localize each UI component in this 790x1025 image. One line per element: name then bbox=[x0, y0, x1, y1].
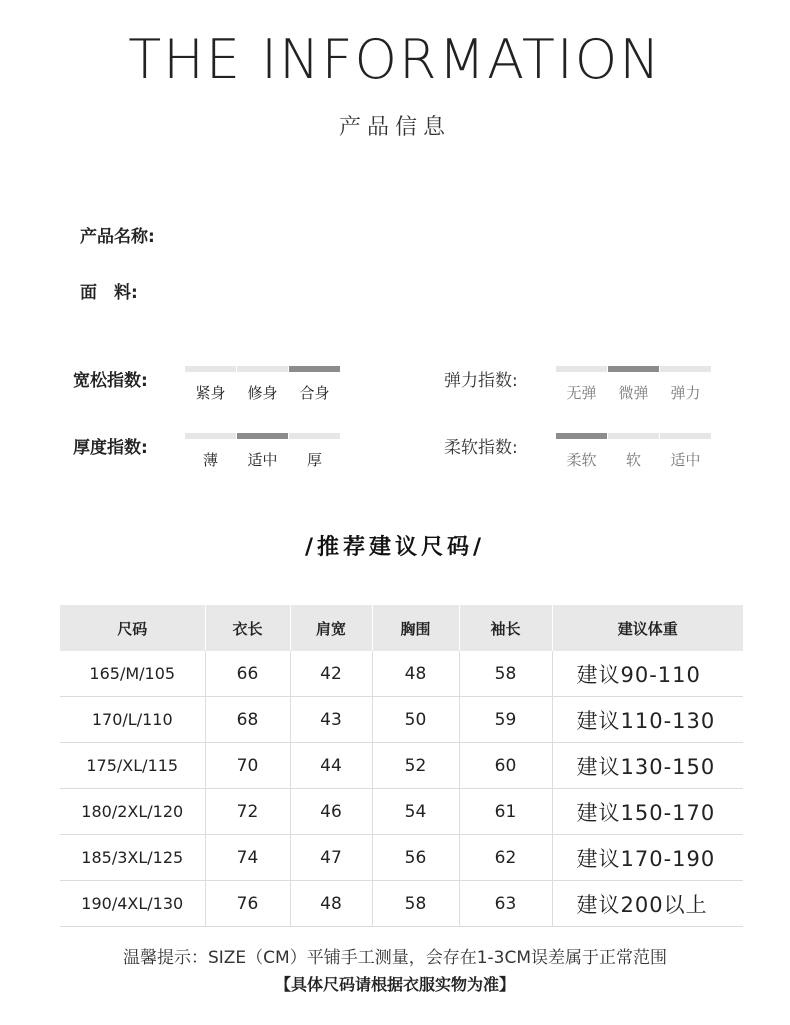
column-header: 肩宽 bbox=[290, 605, 372, 651]
elasticity-index-label: 弹力指数: bbox=[444, 371, 518, 391]
sleeve-cell: 62 bbox=[459, 835, 552, 881]
shoulder-cell: 46 bbox=[290, 789, 372, 835]
thickness-index-option: 厚 bbox=[306, 451, 322, 469]
table-row bbox=[60, 743, 743, 789]
sleeve-cell: 60 bbox=[459, 743, 552, 789]
measurement-note: 温馨提示：SIZE（CM）平铺手工测量，会存在1-3CM误差属于正常范围 bbox=[122, 948, 668, 968]
elasticity-index-segment bbox=[556, 366, 607, 372]
softness-index-option: 软 bbox=[625, 451, 641, 469]
length-cell: 72 bbox=[205, 789, 290, 835]
size-cell: 180/2XL/120 bbox=[60, 789, 205, 835]
softness-index-option: 柔软 bbox=[566, 451, 597, 469]
table-row bbox=[60, 697, 743, 743]
page-title: THE INFORMATION bbox=[128, 28, 662, 91]
sleeve-cell: 58 bbox=[459, 651, 552, 697]
fit-index-segment bbox=[237, 366, 288, 372]
page-subtitle: 产品信息 bbox=[338, 115, 451, 140]
thickness-index-label: 厚度指数: bbox=[73, 438, 148, 458]
chest-cell: 58 bbox=[372, 881, 459, 927]
size-table bbox=[60, 605, 743, 927]
thickness-index-option: 适中 bbox=[247, 451, 278, 469]
softness-index-option: 适中 bbox=[670, 451, 701, 469]
weight-cell: 建议150-170 bbox=[552, 789, 743, 835]
table-row bbox=[60, 881, 743, 927]
weight-cell: 建议200以上 bbox=[552, 881, 743, 927]
size-cell: 185/3XL/125 bbox=[60, 835, 205, 881]
column-header: 尺码 bbox=[60, 605, 205, 651]
thickness-index-segment bbox=[237, 433, 288, 439]
chest-cell: 54 bbox=[372, 789, 459, 835]
weight-cell: 建议110-130 bbox=[552, 697, 743, 743]
chest-cell: 52 bbox=[372, 743, 459, 789]
chest-cell: 56 bbox=[372, 835, 459, 881]
length-cell: 68 bbox=[205, 697, 290, 743]
product-name-label: 产品名称: bbox=[80, 227, 155, 247]
softness-index-label: 柔软指数: bbox=[444, 438, 518, 458]
size-cell: 175/XL/115 bbox=[60, 743, 205, 789]
length-cell: 74 bbox=[205, 835, 290, 881]
length-cell: 76 bbox=[205, 881, 290, 927]
fit-index-segment bbox=[185, 366, 236, 372]
fit-index-option: 修身 bbox=[247, 384, 278, 402]
fit-index-label: 宽松指数: bbox=[73, 371, 148, 391]
elasticity-index-segment bbox=[608, 366, 659, 372]
column-header: 胸围 bbox=[372, 605, 459, 651]
softness-index-segment bbox=[556, 433, 607, 439]
shoulder-cell: 42 bbox=[290, 651, 372, 697]
column-header: 衣长 bbox=[205, 605, 290, 651]
chest-cell: 50 bbox=[372, 697, 459, 743]
shoulder-cell: 44 bbox=[290, 743, 372, 789]
thickness-index-segment bbox=[289, 433, 340, 439]
shoulder-cell: 48 bbox=[290, 881, 372, 927]
elasticity-index-option: 无弹 bbox=[566, 384, 597, 402]
weight-cell: 建议130-150 bbox=[552, 743, 743, 789]
table-row bbox=[60, 651, 743, 697]
fit-index-segment bbox=[289, 366, 340, 372]
shoulder-cell: 47 bbox=[290, 835, 372, 881]
sleeve-cell: 63 bbox=[459, 881, 552, 927]
length-cell: 66 bbox=[205, 651, 290, 697]
shoulder-cell: 43 bbox=[290, 697, 372, 743]
thickness-index-option: 薄 bbox=[202, 451, 218, 469]
size-section-title: /推荐建议尺码/ bbox=[304, 535, 486, 560]
table-row bbox=[60, 835, 743, 881]
column-header: 袖长 bbox=[459, 605, 552, 651]
product-name-row bbox=[80, 222, 169, 247]
chest-cell: 48 bbox=[372, 651, 459, 697]
length-cell: 70 bbox=[205, 743, 290, 789]
thickness-index-segment bbox=[185, 433, 236, 439]
weight-cell: 建议170-190 bbox=[552, 835, 743, 881]
weight-cell: 建议90-110 bbox=[552, 651, 743, 697]
softness-index-segment bbox=[660, 433, 711, 439]
size-cell: 170/L/110 bbox=[60, 697, 205, 743]
sleeve-cell: 61 bbox=[459, 789, 552, 835]
elasticity-index-option: 微弹 bbox=[618, 384, 649, 402]
fit-index-option: 紧身 bbox=[195, 384, 226, 402]
table-row bbox=[60, 789, 743, 835]
softness-index-segment bbox=[608, 433, 659, 439]
elasticity-index-segment bbox=[660, 366, 711, 372]
column-header: 建议体重 bbox=[552, 605, 743, 651]
fabric-row bbox=[80, 278, 152, 303]
fabric-label: 面 料: bbox=[80, 283, 138, 303]
fit-index-option: 合身 bbox=[299, 384, 330, 402]
table-header-row bbox=[60, 605, 743, 651]
size-cell: 190/4XL/130 bbox=[60, 881, 205, 927]
size-cell: 165/M/105 bbox=[60, 651, 205, 697]
sleeve-cell: 59 bbox=[459, 697, 552, 743]
size-disclaimer: 【具体尺码请根据衣服实物为准】 bbox=[274, 975, 515, 994]
elasticity-index-option: 弹力 bbox=[670, 384, 701, 402]
